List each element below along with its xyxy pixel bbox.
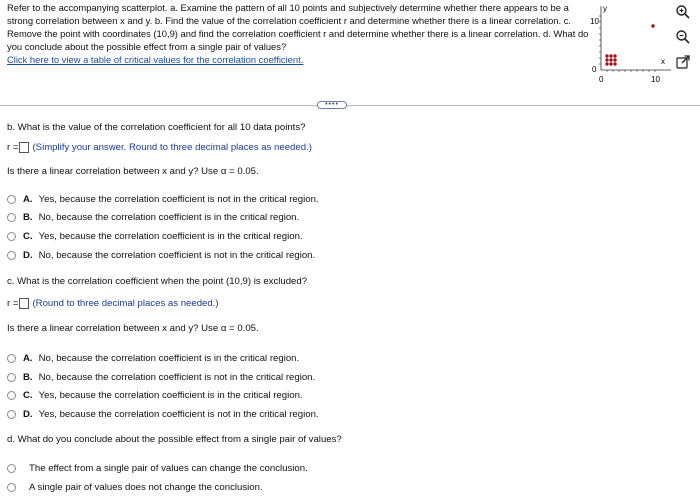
option-text: A single pair of values does not change the conclusion. <box>29 482 263 493</box>
part-b-linear-question: Is there a linear correlation between x and y? Use α = 0.05. <box>7 166 259 177</box>
radio-button[interactable] <box>7 232 16 241</box>
part-c-r-input[interactable] <box>19 298 29 309</box>
part-b-option-d[interactable] <box>7 250 315 261</box>
part-c-option-d[interactable] <box>7 409 319 420</box>
part-c-option-b[interactable] <box>7 372 315 383</box>
radio-button[interactable] <box>7 483 16 492</box>
option-text: Yes, because the correlation coefficient is in the critical region. <box>38 390 303 401</box>
option-text: Yes, because the correlation coefficient is not in the critical region. <box>38 194 319 205</box>
part-b-option-b[interactable] <box>7 212 299 223</box>
option-letter: A. <box>23 194 33 205</box>
option-text: No, because the correlation coefficient is in the critical region. <box>38 212 300 223</box>
divider-drag-handle[interactable]: •••• <box>317 101 347 109</box>
zoom-in-icon[interactable] <box>675 4 691 20</box>
scatter-point <box>609 54 612 57</box>
radio-button[interactable] <box>7 391 16 400</box>
part-b-option-a[interactable] <box>7 194 319 205</box>
radio-button[interactable] <box>7 410 16 419</box>
intro-text: Refer to the accompanying scatterplot. a. Examine the pattern of all 10 points and subjectively determine whether there appears to be a strong correlation between x and y. b. Find the value of the correlation coefficient r and determine whether there is a linear correlation. c. Remove the point with coordinates (10,9) and find the correlation coefficient r and determine whether there is a linear correlation. d. What do you conclude about the possible effect from a single pair of values? <box>7 2 589 52</box>
scatter-point <box>605 54 608 57</box>
scatter-point <box>609 58 612 61</box>
part-b-question: b. What is the value of the correlation coefficient for all 10 data points? <box>7 122 306 133</box>
radio-button[interactable] <box>7 354 16 363</box>
radio-button[interactable] <box>7 373 16 382</box>
option-letter: C. <box>23 231 33 242</box>
radio-button[interactable] <box>7 213 16 222</box>
option-text: No, because the correlation coefficient is in the critical region. <box>38 353 300 364</box>
part-c-hint: (Round to three decimal places as needed.) <box>32 298 219 310</box>
part-b-option-c[interactable] <box>7 231 303 242</box>
part-c-answer-row <box>7 298 219 309</box>
option-letter: B. <box>23 372 33 383</box>
option-letter: D. <box>23 250 33 261</box>
part-d-option-1[interactable] <box>7 463 308 474</box>
part-c-linear-question: Is there a linear correlation between x and y? Use α = 0.05. <box>7 323 259 334</box>
section-divider <box>0 105 700 106</box>
part-c-option-a[interactable] <box>7 353 299 364</box>
radio-button[interactable] <box>7 464 16 473</box>
radio-button[interactable] <box>7 251 16 260</box>
part-c-option-c[interactable] <box>7 390 303 401</box>
x-tick-0: 0 <box>599 75 604 84</box>
option-text: Yes, because the correlation coefficient is in the critical region. <box>38 231 303 242</box>
scatter-point <box>613 62 616 65</box>
x-tick-10: 10 <box>651 75 660 84</box>
scatter-point <box>605 58 608 61</box>
part-d-question: d. What do you conclude about the possible effect from a single pair of values? <box>7 434 342 445</box>
option-text: No, because the correlation coefficient is not in the critical region. <box>38 250 316 261</box>
intro-paragraph <box>7 1 597 66</box>
scatterplot[interactable] <box>585 2 675 84</box>
y-tick-0: 0 <box>592 65 597 74</box>
scatter-point <box>605 62 608 65</box>
part-d-option-2[interactable] <box>7 482 263 493</box>
scatter-point <box>609 62 612 65</box>
zoom-out-icon[interactable] <box>675 29 691 45</box>
y-axis-label: y <box>603 4 607 13</box>
open-external-icon[interactable] <box>675 54 691 70</box>
part-c-r-label: r = <box>7 298 19 310</box>
option-text: The effect from a single pair of values can change the conclusion. <box>29 463 308 474</box>
scatter-point <box>613 58 616 61</box>
option-letter: B. <box>23 212 33 223</box>
part-b-hint: (Simplify your answer. Round to three decimal places as needed.) <box>32 142 312 154</box>
y-tick-10: 10 <box>590 17 599 26</box>
part-b-r-input[interactable] <box>19 142 29 153</box>
scatter-point <box>613 54 616 57</box>
scatter-points <box>605 24 654 65</box>
radio-button[interactable] <box>7 195 16 204</box>
option-text: Yes, because the correlation coefficient is not in the critical region. <box>38 409 319 420</box>
option-text: No, because the correlation coefficient is not in the critical region. <box>38 372 316 383</box>
part-b-answer-row <box>7 142 312 153</box>
option-letter: C. <box>23 390 33 401</box>
option-letter: A. <box>23 353 33 364</box>
scatter-point <box>651 24 654 27</box>
x-axis-label: x <box>661 57 665 66</box>
part-c-question: c. What is the correlation coefficient when the point (10,9) is excluded? <box>7 276 308 287</box>
critical-values-link[interactable]: Click here to view a table of critical values for the correlation coefficient. <box>7 54 304 65</box>
option-letter: D. <box>23 409 33 420</box>
part-b-r-label: r = <box>7 142 19 154</box>
